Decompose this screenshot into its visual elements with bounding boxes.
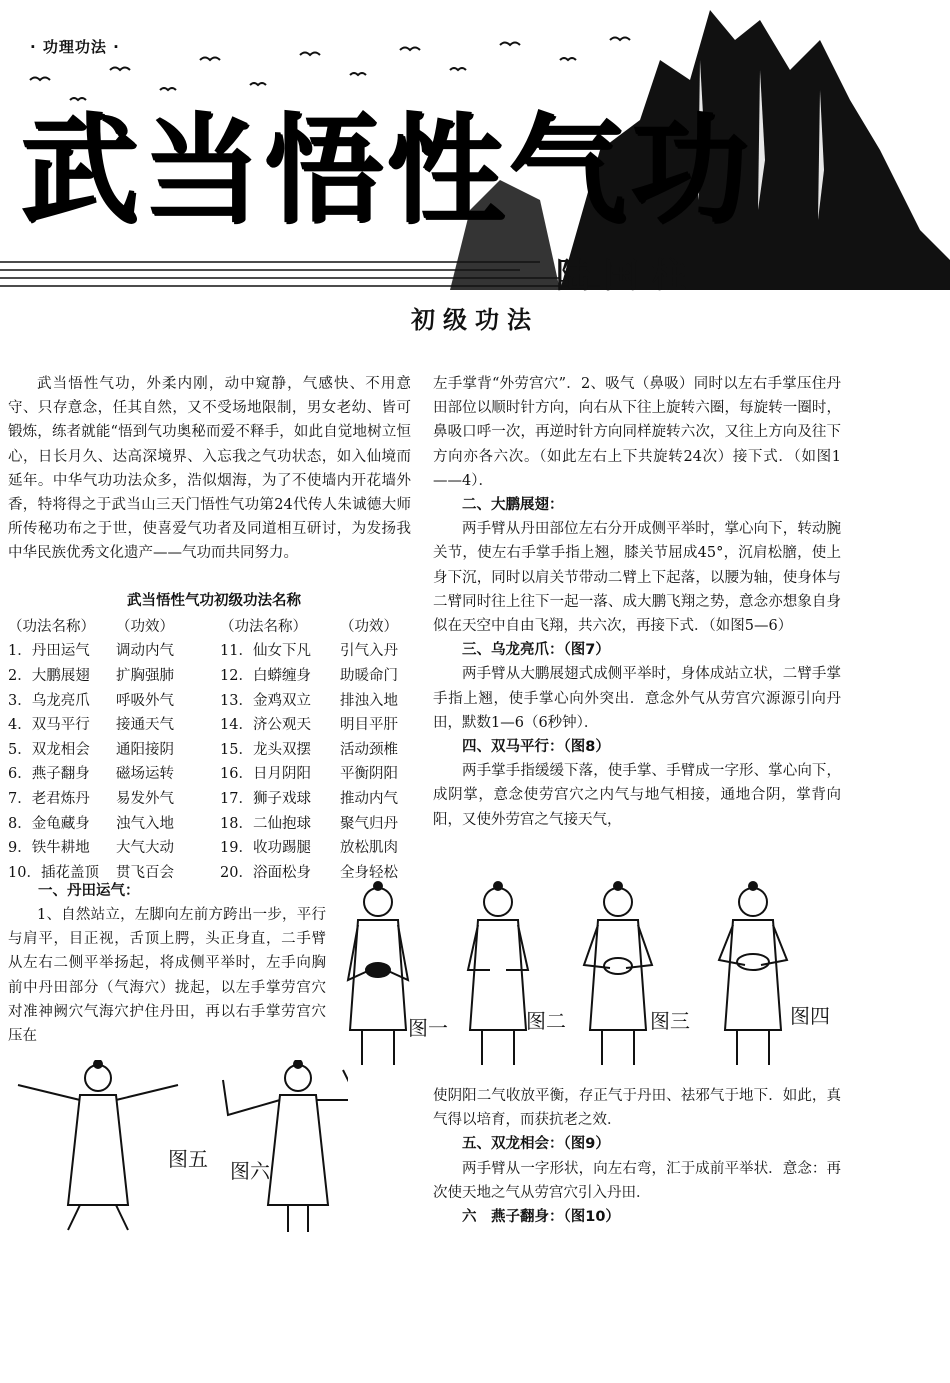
birds xyxy=(30,38,630,101)
method-name-cell: 13．金鸡双立 xyxy=(220,692,311,709)
table-row xyxy=(8,834,420,859)
section-heading: 二、大鹏展翅： xyxy=(462,497,564,514)
section-kicker: · 功理功法 · xyxy=(30,38,120,56)
effect-cell: 大气大动 xyxy=(116,840,174,857)
effect-cell: 易发外气 xyxy=(116,790,174,807)
effect-cell: 浊气入地 xyxy=(116,815,174,832)
method-name-cell: 20．浴面松身 xyxy=(220,864,311,881)
section-heading: 三、乌龙亮爪：（图7） xyxy=(462,642,610,659)
effect-cell: 排浊入地 xyxy=(340,692,398,709)
section-paragraph: 两手臂从丹田部位左右分开成侧平举时，掌心向下，转动腕关节，使左右手掌手指上翘，膝关节屈成45°，沉肩松膪，使上身下沉，同时以肩关节带动二臂上下起落，以腰为轴，使身体与二臂同时往上往下一起一落、成大鹏飞翔之势，意念亦想象自身似在天空中自由飞翔，共六次，再接下式．（如图5—6） xyxy=(433,521,841,635)
method-name-cell: 6．燕子翻身 xyxy=(8,766,90,783)
section-paragraph: 两手臂从一字形状，向左右弯，汇于成前平举状．意念：再次使天地之气从劳宫穴引入丹田． xyxy=(433,1160,841,1201)
table-row xyxy=(8,761,420,786)
figure-4-drawing xyxy=(719,882,787,1065)
figure-5-drawing xyxy=(18,1060,178,1230)
figure-5-label: 图五 xyxy=(168,1147,208,1171)
effect-cell: 引气入丹 xyxy=(340,643,398,660)
figure-2-label: 图二 xyxy=(526,1009,566,1033)
section-heading: 四、双马平行：（图8） xyxy=(462,739,610,756)
article-title: 武当悟性气功 xyxy=(20,100,753,239)
section-paragraph: 两手臂从大鹏展翅式成侧平举时，身体成站立状，二臂手掌手指上翘，使手掌心向外突出．意念外气从劳宫穴源源引向丹田，默数1—6（6秒钟）． xyxy=(433,666,841,731)
effect-cell: 扩胸强肺 xyxy=(116,667,174,684)
method-name-cell: 14．济公观天 xyxy=(220,717,311,734)
table-row xyxy=(8,785,420,810)
method-name-cell: 2．大鹏展翅 xyxy=(8,667,90,684)
left-column xyxy=(8,372,411,566)
table-header: （功法名称） xyxy=(8,618,95,635)
section-paragraph: 两手掌手指缓缓下落，使手掌、手臂成一字形、掌心向下，成阴掌，意念使劳宫穴之内气与地气相接，通地合阴，掌背向阳，又使外劳宫之气接天气， xyxy=(433,763,841,828)
section-paragraph: 左手掌背“外劳宫穴”．2、吸气（鼻吸）同时以左右手掌压住丹田部位以顺时针方向，向右从下往上旋转六圈，每旋转一圈时，鼻吸口呼一次，再逆时针方向同样旋转六次，又往上方向及往下方向亦各六次。（如此左右上下共旋转24次）接下式．（如图1——4）． xyxy=(433,376,841,489)
section-heading: 六 燕子翻身：（图10） xyxy=(462,1209,620,1226)
figure-3-label: 图三 xyxy=(650,1009,690,1033)
effect-cell: 平衡阴阳 xyxy=(340,766,398,783)
figure-4-label: 图四 xyxy=(790,1004,830,1028)
effect-cell: 全身轻松 xyxy=(340,864,398,881)
section-heading: 一、丹田运气： xyxy=(38,883,140,899)
effect-cell: 聚气归丹 xyxy=(340,815,398,832)
figure-1-label: 图一 xyxy=(408,1016,448,1040)
table-header-row xyxy=(8,613,420,638)
table-row xyxy=(8,662,420,687)
effect-cell: 贯飞百会 xyxy=(116,864,174,881)
effect-cell: 推动内气 xyxy=(340,790,398,807)
section-body xyxy=(8,903,326,1048)
effect-cell: 呼吸外气 xyxy=(116,692,174,709)
effect-cell: 磁场运转 xyxy=(116,766,174,783)
table-header: （功效） xyxy=(116,618,174,635)
table-header: （功效） xyxy=(340,618,398,635)
figure-1-drawing xyxy=(348,882,408,1065)
method-name-cell: 16．日月阴阳 xyxy=(220,766,311,783)
method-name-cell: 18．二仙抱球 xyxy=(220,815,311,832)
methods-table xyxy=(8,613,420,884)
section-heading: 五、双龙相会：（图9） xyxy=(462,1136,610,1153)
section-paragraph: 1、自然站立，左脚向左前方跨出一步，平行与肩平，目正视，舌顶上腭，头正身直，二手臂从左右二侧平举扬起，将成侧平举时，左手向胸前中丹田部分（气海穴）拢起，以左手掌劳宫穴对准神阙穴气海穴护住丹田，再以右手掌劳宫穴压在 xyxy=(8,907,326,1045)
table-row xyxy=(8,810,420,835)
figure-6-drawing xyxy=(223,1060,348,1232)
figure-2-drawing xyxy=(468,882,528,1065)
author-name: 陆国柱 xyxy=(556,256,700,296)
method-name-cell: 9．铁牛耕地 xyxy=(8,840,90,857)
method-name-cell: 15．龙头双摆 xyxy=(220,741,311,758)
right-column-lower xyxy=(433,1084,841,1229)
method-name-cell: 3．乌龙亮爪 xyxy=(8,692,90,709)
method-name-cell: 7．老君炼丹 xyxy=(8,790,90,807)
figure-3-drawing xyxy=(584,882,652,1065)
table-row xyxy=(8,687,420,712)
figure-6-label: 图六 xyxy=(230,1159,270,1183)
table-header: （功法名称） xyxy=(220,618,307,635)
table-row xyxy=(8,711,420,736)
table-title: 武当悟性气功初级功法名称 xyxy=(127,593,301,609)
effect-cell: 接通天气 xyxy=(116,717,174,734)
page-subtitle: 初级功法 xyxy=(411,306,539,334)
table-row xyxy=(8,736,420,761)
intro-paragraph: 武当悟性气功，外柔内刚，动中窥静，气感快、不用意守、只存意念，任其自然，又不受场地限制，男女老幼、皆可锻炼，练者就能“悟到气功奥秘而爱不释手，如此自觉地树立恒心，日长月久、达高深境界、入忘我之气功状态，如入仙境而延年。中华气功功法众多，浩似烟海，为了不使墙内开花墙外香，特将得之于武当山三天门悟性气功第24代传人朱诚德大师所传秘功布之于世，使喜爱气功者及同道相互研讨，为发扬我中华民族优秀文化遗产——气功而共同努力。 xyxy=(8,376,411,562)
method-name-cell: 10．插花盖顶 xyxy=(8,864,99,881)
effect-cell: 放松肌肉 xyxy=(340,840,398,857)
table-row xyxy=(8,638,420,663)
method-name-cell: 17．狮子戏球 xyxy=(220,790,311,807)
effect-cell: 通阳接阴 xyxy=(116,741,174,758)
method-name-cell: 8．金龟藏身 xyxy=(8,815,90,832)
right-column xyxy=(433,372,841,832)
effect-cell: 调动内气 xyxy=(116,643,174,660)
method-name-cell: 19．收功踢腿 xyxy=(220,840,311,857)
effect-cell: 助暖命门 xyxy=(340,667,398,684)
section-paragraph: 使阴阳二气收放平衡，存正气于丹田、祛邪气于地下．如此，真气得以培育，而获抗老之效． xyxy=(433,1088,841,1129)
method-name-cell: 4．双马平行 xyxy=(8,717,90,734)
method-name-cell: 5．双龙相会 xyxy=(8,741,90,758)
method-name-cell: 11．仙女下凡 xyxy=(220,643,311,660)
figures-1-4-illustration xyxy=(340,880,840,1080)
method-name-cell: 12．白蟒缠身 xyxy=(220,667,311,684)
method-name-cell: 1．丹田运气 xyxy=(8,643,90,660)
effect-cell: 明目平肝 xyxy=(340,717,398,734)
effect-cell: 活动颈椎 xyxy=(340,741,398,758)
